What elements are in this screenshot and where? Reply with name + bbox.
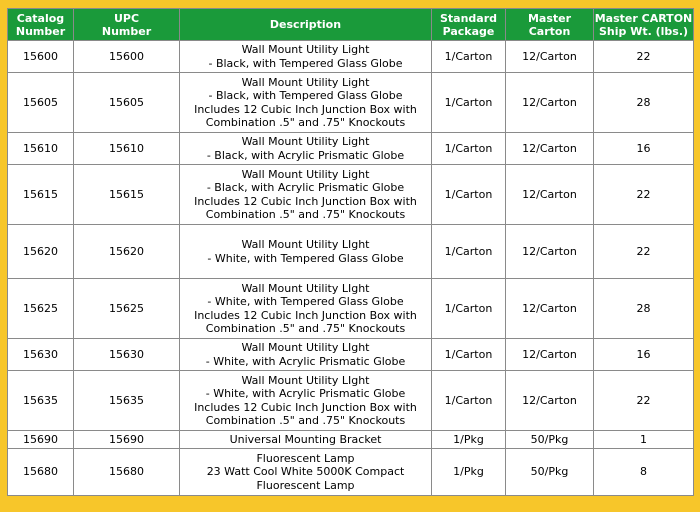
description-line: - Black, with Tempered Glass Globe — [208, 89, 403, 102]
cell-standard-package: 1/Pkg — [432, 449, 506, 496]
description-line: Combination .5" and .75" Knockouts — [205, 322, 406, 335]
product-spec-table — [7, 8, 694, 496]
description-line: - White, with Acrylic Prismatic Globe — [205, 387, 406, 400]
cell-ship-weight: 1 — [594, 431, 694, 449]
table-row — [8, 371, 694, 431]
cell-upc-number: 15690 — [74, 431, 180, 449]
table-row — [8, 225, 694, 279]
cell-upc-number: 15625 — [74, 279, 180, 339]
cell-upc-number: 15600 — [74, 41, 180, 73]
cell-standard-package: 1/Carton — [432, 339, 506, 371]
cell-ship-weight: 22 — [594, 41, 694, 73]
description-line: Wall Mount Utility Light — [241, 167, 370, 181]
cell-standard-package: 1/Carton — [432, 133, 506, 165]
cell-catalog-number: 15620 — [8, 225, 74, 279]
cell-ship-weight: 22 — [594, 371, 694, 431]
description-line: Wall Mount Utility LIght — [241, 373, 370, 387]
cell-standard-package: 1/Carton — [432, 41, 506, 73]
cell-upc-number: 15680 — [74, 449, 180, 496]
description-line: - Black, with Tempered Glass Globe — [208, 56, 403, 70]
cell-ship-weight: 16 — [594, 339, 694, 371]
header-upc-number: UPC Number — [74, 9, 180, 41]
cell-description — [180, 279, 432, 339]
description-line: Wall Mount Utility Light — [241, 135, 370, 148]
description-line: Includes 12 Cubic Inch Junction Box with — [194, 400, 417, 414]
table-row — [8, 73, 694, 133]
cell-description — [180, 41, 432, 73]
cell-catalog-number: 15690 — [8, 431, 74, 449]
description-line: Combination .5" and .75" Knockouts — [205, 208, 406, 221]
description-line: Combination .5" and .75" Knockouts — [205, 116, 406, 129]
cell-standard-package: 1/Carton — [432, 279, 506, 339]
cell-standard-package: 1/Pkg — [432, 431, 506, 449]
cell-master-carton: 12/Carton — [506, 165, 594, 225]
table-row — [8, 339, 694, 371]
cell-master-carton: 12/Carton — [506, 225, 594, 279]
cell-master-carton: 12/Carton — [506, 371, 594, 431]
description-line: Includes 12 Cubic Inch Junction Box with — [194, 102, 417, 116]
header-catalog-number: Catalog Number — [8, 9, 74, 41]
table-row — [8, 41, 694, 73]
table-row — [8, 165, 694, 225]
header-standard-package: Standard Package — [432, 9, 506, 41]
cell-master-carton: 12/Carton — [506, 73, 594, 133]
cell-catalog-number: 15635 — [8, 371, 74, 431]
cell-upc-number: 15630 — [74, 339, 180, 371]
description-line: Fluorescent Lamp — [256, 478, 355, 492]
description-line: Wall Mount Utility Light — [241, 43, 370, 56]
cell-description — [180, 73, 432, 133]
table-body — [8, 41, 694, 496]
description-line: - White, with Tempered Glass Globe — [207, 295, 404, 308]
cell-upc-number: 15610 — [74, 133, 180, 165]
cell-master-carton: 12/Carton — [506, 279, 594, 339]
cell-master-carton: 50/Pkg — [506, 431, 594, 449]
cell-catalog-number: 15615 — [8, 165, 74, 225]
cell-catalog-number: 15600 — [8, 41, 74, 73]
description-line: - White, with Acrylic Prismatic Globe — [205, 354, 406, 368]
cell-standard-package: 1/Carton — [432, 73, 506, 133]
cell-upc-number: 15620 — [74, 225, 180, 279]
cell-standard-package: 1/Carton — [432, 165, 506, 225]
description-line: Combination .5" and .75" Knockouts — [205, 414, 406, 427]
description-line: Includes 12 Cubic Inch Junction Box with — [194, 308, 417, 322]
cell-description — [180, 165, 432, 225]
cell-catalog-number: 15605 — [8, 73, 74, 133]
cell-upc-number: 15615 — [74, 165, 180, 225]
cell-description — [180, 449, 432, 496]
table-row — [8, 449, 694, 496]
cell-ship-weight: 22 — [594, 165, 694, 225]
description-line: - White, with Tempered Glass Globe — [207, 251, 404, 265]
table-row — [8, 431, 694, 449]
cell-description — [180, 133, 432, 165]
cell-standard-package: 1/Carton — [432, 371, 506, 431]
cell-catalog-number: 15610 — [8, 133, 74, 165]
description-line: Universal Mounting Bracket — [229, 432, 382, 446]
header-master-carton: Master Carton — [506, 9, 594, 41]
table-row — [8, 133, 694, 165]
cell-upc-number: 15635 — [74, 371, 180, 431]
cell-description — [180, 431, 432, 449]
cell-catalog-number: 15625 — [8, 279, 74, 339]
cell-master-carton: 50/Pkg — [506, 449, 594, 496]
cell-description — [180, 339, 432, 371]
description-line: Fluorescent Lamp — [256, 451, 355, 465]
cell-ship-weight: 28 — [594, 73, 694, 133]
cell-master-carton: 12/Carton — [506, 41, 594, 73]
cell-catalog-number: 15680 — [8, 449, 74, 496]
description-line: Wall Mount Utility LIght — [241, 341, 370, 354]
cell-upc-number: 15605 — [74, 73, 180, 133]
cell-ship-weight: 16 — [594, 133, 694, 165]
product-table-frame — [7, 8, 693, 496]
table-row — [8, 279, 694, 339]
cell-catalog-number: 15630 — [8, 339, 74, 371]
header-description: Description — [180, 9, 432, 41]
description-line: - Black, with Acrylic Prismatic Globe — [206, 148, 405, 162]
description-line: 23 Watt Cool White 5000K Compact — [206, 465, 405, 479]
cell-master-carton: 12/Carton — [506, 133, 594, 165]
description-line: Includes 12 Cubic Inch Junction Box with — [194, 194, 417, 208]
description-line: Wall Mount Utility LIght — [241, 281, 370, 295]
cell-description — [180, 371, 432, 431]
description-line: - Black, with Acrylic Prismatic Globe — [206, 181, 405, 194]
cell-description — [180, 225, 432, 279]
header-ship-weight: Master CARTON Ship Wt. (lbs.) — [594, 9, 694, 41]
description-line: Wall Mount Utility LIght — [241, 238, 370, 251]
table-header-row — [8, 9, 694, 41]
cell-master-carton: 12/Carton — [506, 339, 594, 371]
cell-ship-weight: 28 — [594, 279, 694, 339]
description-line: Wall Mount Utility Light — [241, 75, 370, 89]
cell-standard-package: 1/Carton — [432, 225, 506, 279]
cell-ship-weight: 8 — [594, 449, 694, 496]
cell-ship-weight: 22 — [594, 225, 694, 279]
